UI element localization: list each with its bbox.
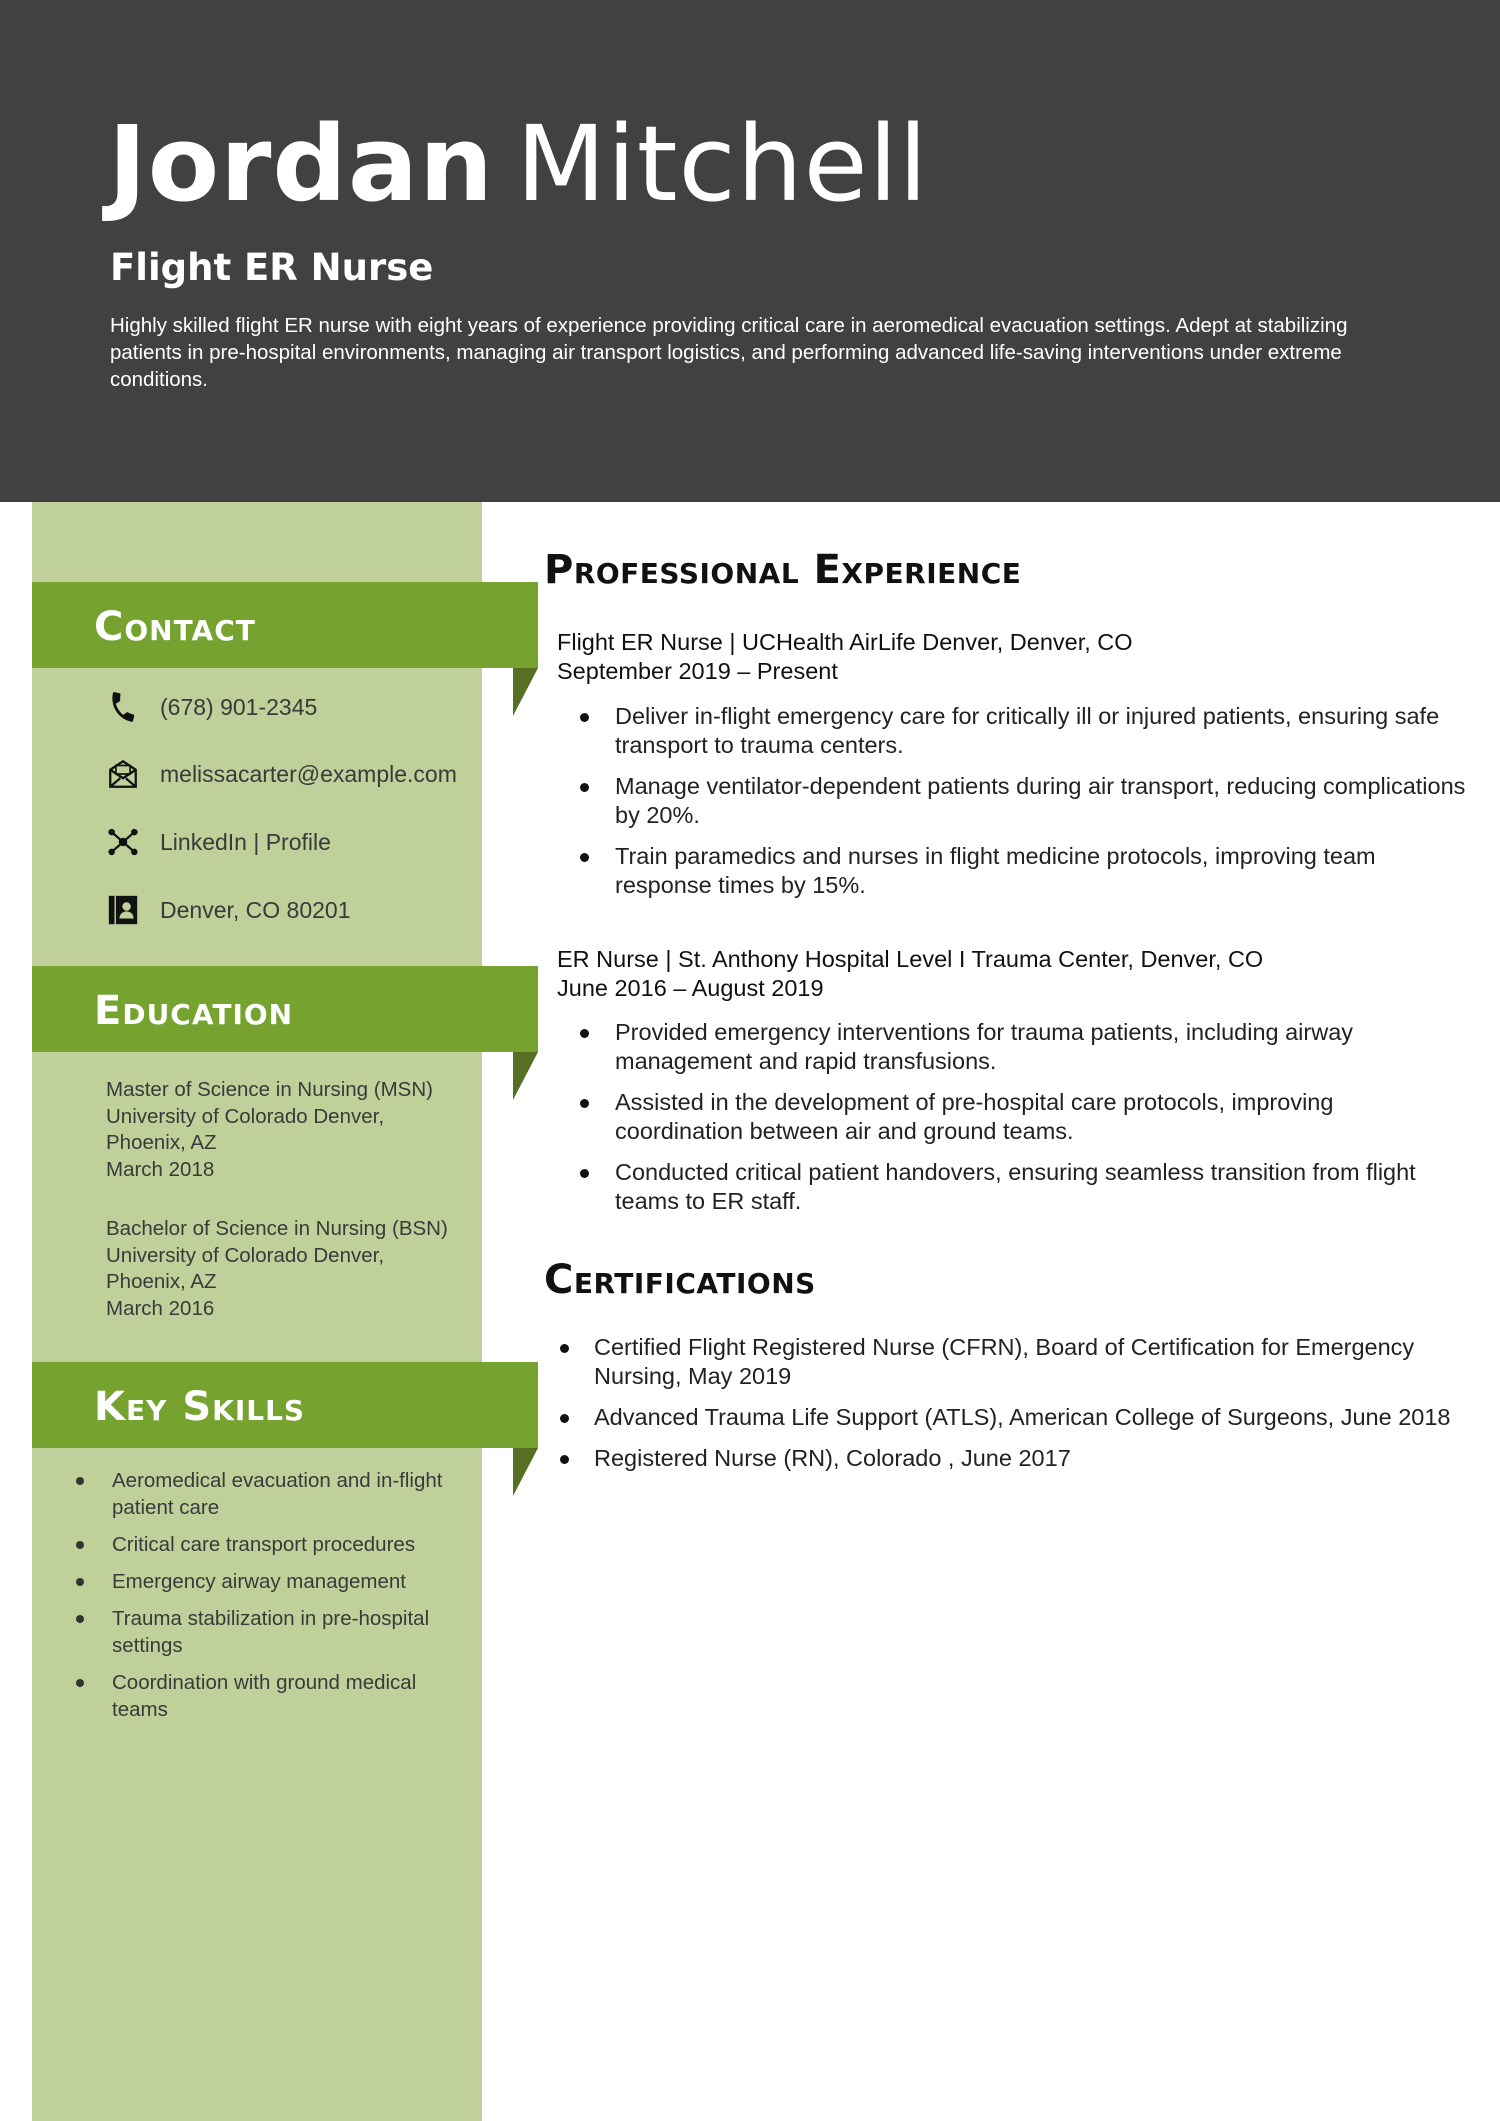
edu-school: University of Colorado Denver,: [106, 1243, 385, 1267]
job-dates: June 2016 – August 2019: [557, 975, 824, 1001]
edu-degree: Bachelor of Science in Nursing (BSN): [106, 1217, 448, 1240]
certification-item: Certified Flight Registered Nurse (CFRN), Board of Certification for Emergency Nursing, May 2019: [546, 1333, 1466, 1391]
location: Denver, CO 80201: [160, 896, 351, 923]
education-entry: [106, 1077, 433, 1183]
job-bullets: [557, 702, 1467, 912]
job-bullet: Deliver in-flight emergency care for critically ill or injured patients, ensuring safe transport to trauma centers.: [557, 702, 1467, 760]
skills-band: [32, 1362, 538, 1448]
job-bullet: Provided emergency interventions for trauma patients, including airway management and rapid transfusions.: [557, 1018, 1467, 1076]
edu-location: Phoenix, AZ: [106, 1270, 217, 1293]
edu-date: March 2018: [106, 1157, 215, 1181]
envelope-icon: [104, 755, 142, 793]
network-icon: [104, 823, 142, 861]
job-header: [557, 628, 1133, 686]
last-name: Mitchell: [516, 103, 929, 225]
education-entry: [106, 1216, 448, 1322]
job-bullet: Conducted critical patient handovers, ensuring seamless transition from flight teams to ER staff.: [557, 1158, 1467, 1216]
job-title-line: Flight ER Nurse | UCHealth AirLife Denver, Denver, CO: [557, 629, 1133, 655]
certification-item: Registered Nurse (RN), Colorado , June 2017: [546, 1444, 1466, 1473]
contact-email: [104, 754, 457, 794]
candidate-name: [108, 105, 928, 225]
email-address[interactable]: melissacarter@example.com: [160, 760, 457, 787]
job-header: [557, 945, 1263, 1003]
skill-item: Critical care transport procedures: [72, 1531, 472, 1558]
first-name: Jordan: [108, 103, 495, 225]
sidebar: [32, 502, 482, 2121]
job-bullets: [557, 1018, 1467, 1228]
certifications-list: [546, 1333, 1466, 1485]
education-heading: Education: [94, 988, 294, 1034]
edu-date: March 2016: [106, 1296, 215, 1320]
job-bullet: Assisted in the development of pre-hospital care protocols, improving coordination between air and ground teams.: [557, 1088, 1467, 1146]
certifications-heading: Certifications: [544, 1257, 816, 1303]
skill-item: Trauma stabilization in pre-hospital settings: [72, 1605, 472, 1659]
edu-degree: Master of Science in Nursing (MSN): [106, 1078, 433, 1101]
skill-item: Emergency airway management: [72, 1568, 472, 1595]
job-bullet: Train paramedics and nurses in flight medicine protocols, improving team response times by 15%.: [557, 842, 1467, 900]
edu-school: University of Colorado Denver,: [106, 1104, 385, 1128]
phone-number[interactable]: (678) 901-2345: [160, 693, 318, 720]
experience-heading: Professional Experience: [544, 547, 1022, 593]
contact-location: [104, 890, 351, 930]
skill-item: Coordination with ground medical teams: [72, 1669, 472, 1723]
contact-linkedin: [104, 822, 331, 862]
contact-band: [32, 582, 538, 668]
skills-heading: Key Skills: [94, 1384, 306, 1430]
contact-heading: Contact: [94, 604, 256, 650]
education-band: [32, 966, 538, 1052]
skills-band-fold: [513, 1448, 538, 1496]
skills-list: [72, 1467, 472, 1733]
summary: Highly skilled flight ER nurse with eight years of experience providing critical care in aeromedical evacuation settings. Adept at stabilizing patients in pre-hospital environments, managing air transport logistics, and performing advanced life-saving interventions under extreme conditions.: [110, 314, 1348, 391]
education-band-fold: [513, 1052, 538, 1100]
phone-icon: [104, 688, 142, 726]
job-bullet: Manage ventilator-dependent patients during air transport, reducing complications by 20%.: [557, 772, 1467, 830]
contact-phone: [104, 687, 317, 727]
edu-location: Phoenix, AZ: [106, 1131, 217, 1154]
contact-card-icon: [104, 891, 142, 929]
job-title: Flight ER Nurse: [110, 246, 434, 289]
certification-item: Advanced Trauma Life Support (ATLS), American College of Surgeons, June 2018: [546, 1403, 1466, 1432]
job-dates: September 2019 – Present: [557, 658, 838, 684]
job-title-line: ER Nurse | St. Anthony Hospital Level I Trauma Center, Denver, CO: [557, 946, 1264, 972]
contact-band-fold: [513, 668, 538, 716]
resume-header: [0, 0, 1500, 502]
linkedin-link[interactable]: LinkedIn | Profile: [160, 828, 331, 855]
skill-item: Aeromedical evacuation and in-flight patient care: [72, 1467, 472, 1521]
